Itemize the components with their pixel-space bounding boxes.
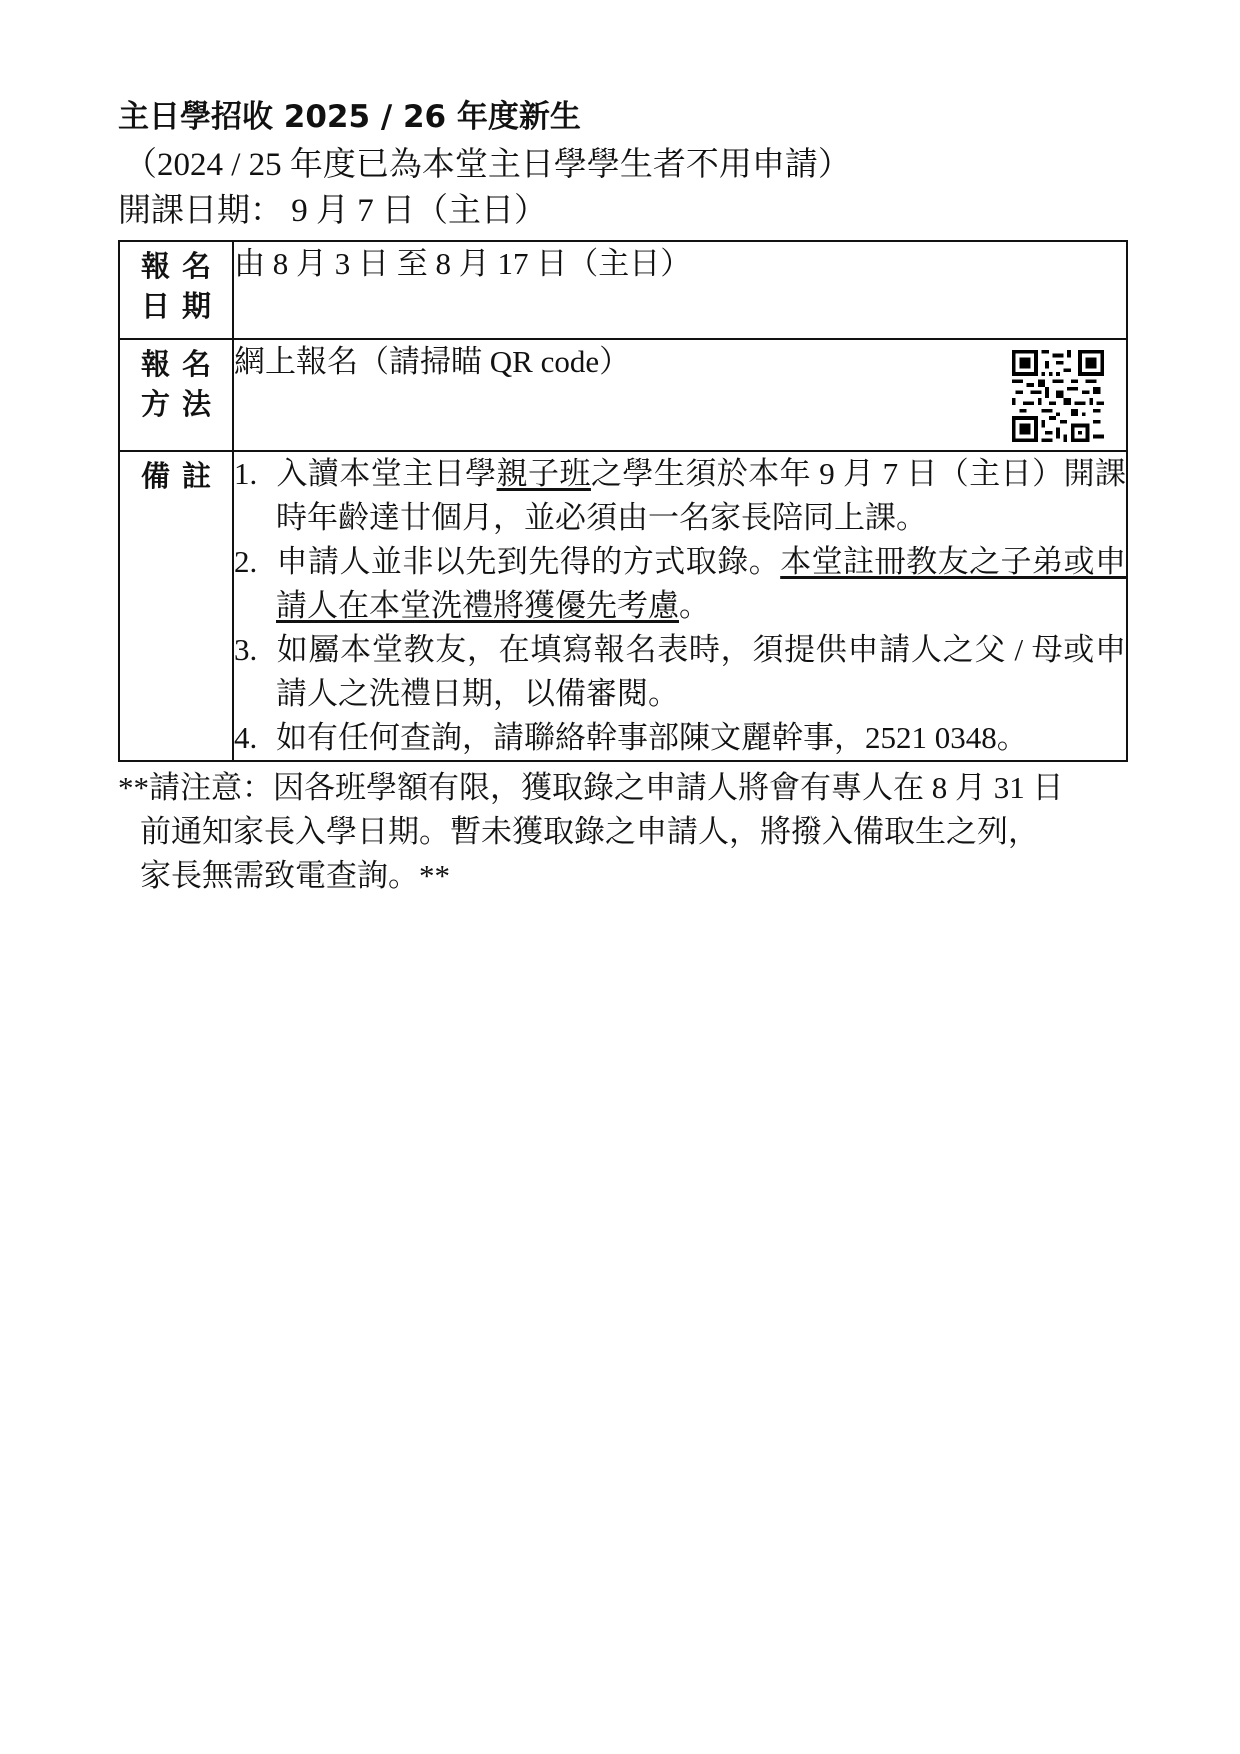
registration-date-row [119,241,1127,339]
class-start-date: 開課日期： 9 月 7 日（主日） [118,193,547,229]
registration-date-label-line2: 日期 [140,289,223,323]
remarks-list [234,452,1126,760]
registration-info-table [118,240,1128,762]
notice-page [118,92,1128,898]
registration-method-cell [233,339,1127,451]
footer-line-2: 前通知家長入學日期。暫未獲取錄之申請人，將撥入備取生之列， [140,814,1039,849]
registration-method-row [119,339,1127,451]
page-subtitle: （2024 / 25 年度已為本堂主日學學生者不用申請） [124,147,851,183]
registration-method-value: 網上報名（請掃瞄 QR code） [234,344,631,379]
remark-2-underline: 本堂註冊教友之子弟或申請人在本堂洗禮將獲優先考慮 [276,544,1127,623]
registration-method-label [119,339,233,451]
remarks-label: 備註 [140,459,223,493]
page-title: 主日學招收 2025 / 26 年度新生 [118,99,581,135]
qr-code-icon[interactable] [1012,350,1104,442]
footer-line-3: 家長無需致電查詢。** [140,858,450,893]
remark-1-underline: 親子班 [496,456,591,491]
remark-item-1: 1. 入讀本堂主日學親子班之學生須於本年 9 月 7 日（主日）開課時年齡達廿個月，並必須由一名家長陪同上課。 [234,456,1127,535]
registration-method-label-line1: 報名 [140,347,223,381]
registration-method-label-line2: 方法 [140,387,223,421]
remarks-cell [233,451,1127,761]
registration-date-label [119,241,233,339]
remarks-row [119,451,1127,761]
registration-date-label-line1: 報名 [140,249,223,283]
remarks-label-cell [119,451,233,761]
remark-item-3: 3. 如屬本堂教友，在填寫報名表時，須提供申請人之父 / 母或申請人之洗禮日期，以備審閱。 [234,632,1126,711]
remark-item-4: 4. 如有任何查詢，請聯絡幹事部陳文麗幹事，2521 0348。 [234,720,1028,755]
remark-item-2: 2. 申請人並非以先到先得的方式取錄。本堂註冊教友之子弟或申請人在本堂洗禮將獲優先考慮。 [234,544,1127,623]
footer-notice [118,766,1128,898]
footer-line-1: **請注意：因各班學額有限，獲取錄之申請人將會有專人在 8 月 31 日 [118,770,1064,805]
registration-date-value: 由 8 月 3 日 至 8 月 17 日（主日） [233,241,1127,339]
